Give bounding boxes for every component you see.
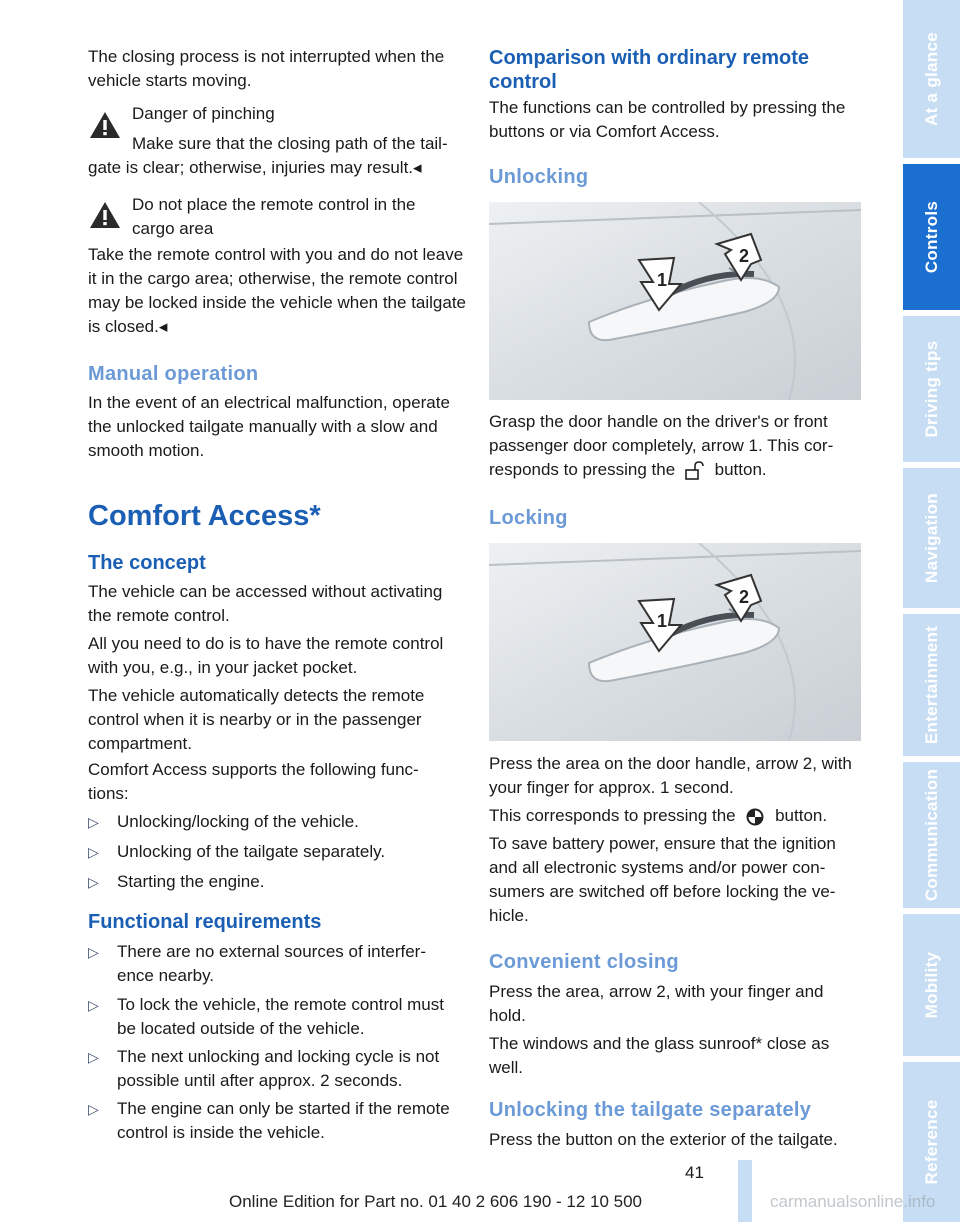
list-item: The engine can only be started if the remote control is inside the vehicle. (117, 1099, 450, 1142)
arrow-1-label: 1 (657, 611, 668, 631)
unlock-caption-text: button. (714, 460, 767, 479)
warning-icon (88, 110, 122, 140)
arrow-2-label: 2 (739, 587, 750, 607)
arrow-2-label: 2 (739, 246, 750, 266)
section-heading: Convenient closing (489, 951, 679, 973)
footer-text: Online Edition for Part no. 01 40 2 606 190 - 12 10 500 (229, 1192, 643, 1211)
tab-controls[interactable]: Controls (903, 164, 960, 310)
section-heading: The concept (88, 552, 206, 574)
list-item: Unlocking/locking of the vehicle. (117, 812, 359, 831)
warning-body: Take the remote control with you and do not leave it in the cargo area; otherwise, the remote control may be locked inside the vehicle when the tailgate is closed.◂ (88, 245, 467, 336)
list-item: Starting the engine. (117, 872, 265, 891)
list-item: Unlocking of the tailgate separately. (117, 842, 386, 861)
tab-reference[interactable]: Reference (903, 1062, 960, 1222)
concept-text: Comfort Access supports the following func-tions: (88, 760, 419, 803)
tab-navigation[interactable]: Navigation (903, 468, 960, 608)
tailgate-text: Press the button on the exterior of the tailgate. (489, 1130, 838, 1149)
list-item: There are no external sources of interfer-ence nearby. (117, 942, 426, 985)
watermark-text: carmanualsonline.info (770, 1192, 936, 1211)
bullet-triangle-icon: ▷ (88, 944, 99, 960)
tab-at-a-glance[interactable]: At a glance (903, 0, 960, 158)
bullet-triangle-icon: ▷ (88, 844, 99, 860)
bullet-triangle-icon: ▷ (88, 997, 99, 1013)
list-item: To lock the vehicle, the remote control must be located outside of the vehicle. (117, 995, 444, 1038)
warning-icon (88, 200, 122, 230)
warning-body-line1: Make sure that the closing path of the tail- (132, 134, 448, 153)
unlock-icon (680, 461, 710, 481)
battery-note: To save battery power, ensure that the ignition and all electronic systems and/or power con-sumers are switched off before locking the ve-hicle. (489, 834, 836, 925)
warning-title: Danger of pinching (132, 104, 275, 123)
section-heading: Comparison with ordinary remote control (489, 47, 810, 93)
section-heading: Unlocking the tailgate separately (489, 1099, 812, 1121)
bullet-triangle-icon: ▷ (88, 1049, 99, 1065)
tab-driving-tips[interactable]: Driving tips (903, 316, 960, 462)
tab-communication[interactable]: Communication (903, 762, 960, 908)
section-heading: Functional requirements (88, 911, 322, 933)
bullet-triangle-icon: ▷ (88, 1101, 99, 1117)
door-handle-unlock-image (489, 202, 861, 400)
page-number-bar (738, 1160, 752, 1222)
convenient-text: Press the area, arrow 2, with your finger and hold. (489, 982, 824, 1025)
page-number: 41 (685, 1163, 704, 1182)
bullet-triangle-icon: ▷ (88, 814, 99, 830)
concept-text: All you need to do is to have the remote control with you, e.g., in your jacket pocket. (88, 634, 444, 677)
door-handle-lock-image (489, 543, 861, 741)
concept-text: The vehicle automatically detects the remote control when it is nearby or in the passenger compartment. (88, 686, 425, 753)
unlock-caption-text: responds to pressing the (489, 460, 676, 479)
manual-operation-text: In the event of an electrical malfunction, operate the unlocked tailgate manually with a slow and smooth motion. (88, 393, 450, 460)
lock-corresponds-text: This corresponds to pressing the (489, 806, 736, 825)
bullet-triangle-icon: ▷ (88, 874, 99, 890)
arrow-1-label: 1 (657, 270, 668, 290)
chapter-heading: Comfort Access* (88, 500, 321, 532)
convenient-text: The windows and the glass sunroof* close as well. (489, 1034, 830, 1077)
chapter-sidebar (900, 0, 960, 1222)
comparison-text: The functions can be controlled by pressing the buttons or via Comfort Access. (489, 98, 846, 141)
section-heading: Unlocking (489, 166, 589, 188)
lock-caption: Press the area on the door handle, arrow 2, with your finger for approx. 1 second. (489, 754, 852, 797)
unlock-caption: Grasp the door handle on the driver's or front passenger door completely, arrow 1. This cor- (489, 412, 834, 455)
bmw-logo-icon (740, 807, 770, 827)
warning-title: cargo area (132, 219, 214, 238)
lock-corresponds-text: button. (775, 806, 828, 825)
intro-text: The closing process is not interrupted when the vehicle starts moving. (88, 47, 445, 90)
section-heading: Manual operation (88, 363, 259, 385)
concept-text: The vehicle can be accessed without activating the remote control. (88, 582, 443, 625)
section-heading: Locking (489, 507, 568, 529)
unlock-caption-line (489, 458, 767, 482)
tab-entertainment[interactable]: Entertainment (903, 614, 960, 756)
warning-body-line2: gate is clear; otherwise, injuries may result.◂ (88, 158, 422, 177)
warning-title: Do not place the remote control in the (132, 195, 416, 214)
list-item: The next unlocking and locking cycle is not possible until after approx. 2 seconds. (117, 1047, 440, 1090)
lock-corresponds-line (489, 804, 827, 828)
tab-mobility[interactable]: Mobility (903, 914, 960, 1056)
